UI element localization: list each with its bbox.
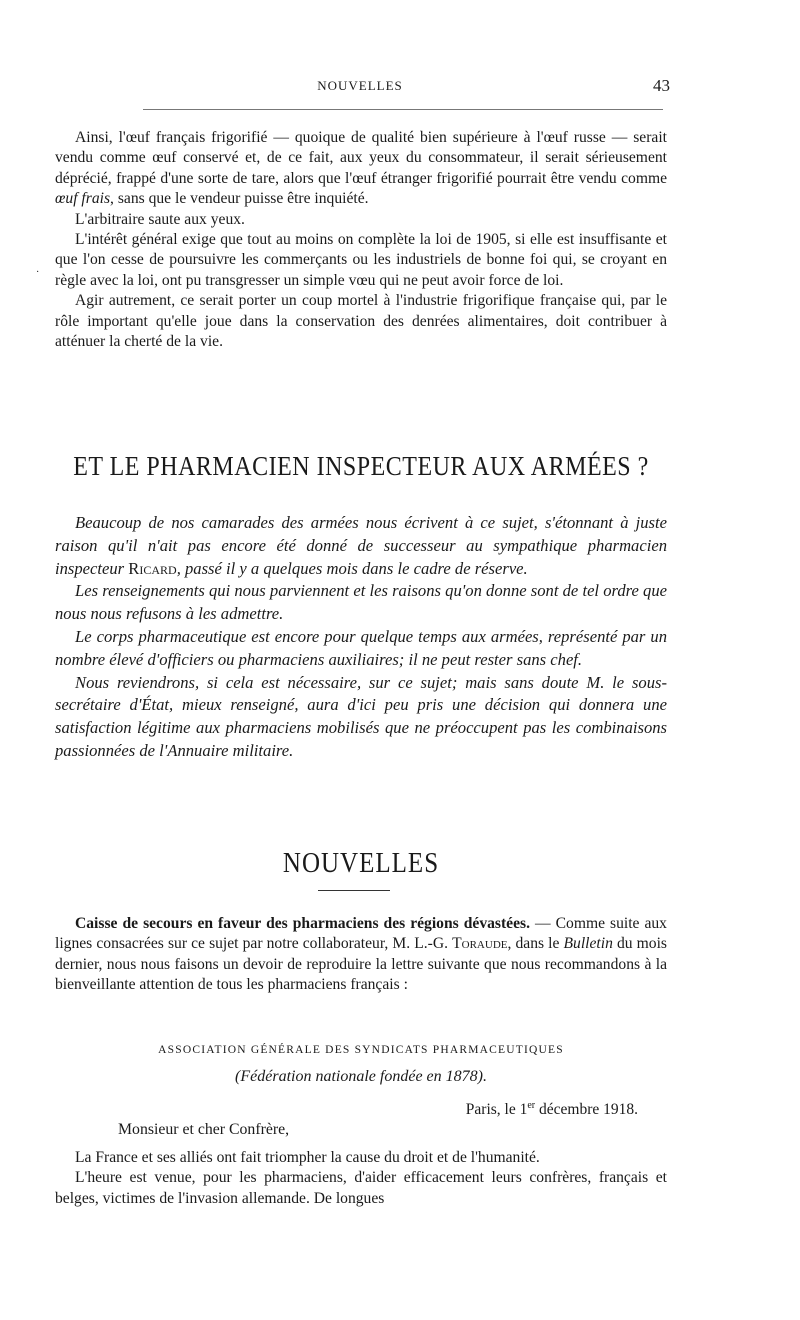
news-item-name: Toraude bbox=[452, 935, 508, 953]
news-item-emphasis: Bulletin bbox=[563, 935, 613, 953]
intro-paragraph-2: L'arbitraire saute aux yeux. bbox=[75, 210, 245, 228]
article-title: ET LE PHARMACIEN INSPECTEUR AUX ARMÉES ? bbox=[73, 451, 649, 482]
intro-section bbox=[55, 128, 667, 352]
intro-paragraph-4: Agir autrement, ce serait porter un coup mortel à l'industrie frigorifique française qui, par le rôle important qu'elle joue dans la conservation des denrées alimentaires, doit contribuer à atténuer la cherté de la vie. bbox=[55, 292, 667, 351]
section-title: NOUVELLES bbox=[282, 847, 440, 879]
news-item bbox=[55, 914, 667, 996]
letter-paragraph-2: L'heure est venue, pour les pharmaciens, d'aider efficacement leurs confrères, français et belges, victimes de l'invasion allemande. De longues bbox=[55, 1169, 667, 1207]
letter-paragraph-1: La France et ses alliés ont fait triompher la cause du droit et de l'humanité. bbox=[75, 1149, 540, 1166]
margin-mark: · bbox=[36, 267, 40, 278]
news-item-text-a: — Comme suite aux lignes consacrées sur ce sujet par notre collaborateur, M. L.-G. bbox=[55, 915, 667, 953]
news-item-text-b: , dans le bbox=[507, 935, 564, 953]
news-item-text-c: du mois dernier, nous nous faisons un devoir de reproduire la lettre suivante que nous recommandons à la bienveillante attention de tous les pharmaciens français : bbox=[55, 935, 668, 994]
news-item-heading: Caisse de secours en faveur des pharmaciens des régions dévastées. bbox=[75, 915, 530, 932]
article-p1-text: Beaucoup de nos camarades des armées nous écrivent à ce sujet, s'étonnant à juste raison qu'il n'ait pas encore été donné de successeur au sympathique pharmacien inspecteur bbox=[55, 513, 667, 578]
article-p1-name: Ricard bbox=[128, 558, 177, 578]
running-title: NOUVELLES bbox=[317, 78, 403, 93]
federation-line: (Fédération nationale fondée en 1878). bbox=[235, 1068, 487, 1085]
intro-p1-emphasis: œuf frais bbox=[55, 190, 111, 208]
letter-date-sup: er bbox=[527, 1100, 536, 1111]
intro-p1-text: Ainsi, l'œuf français frigorifié — quoique de qualité bien supérieure à l'œuf russe — serait vendu comme œuf conservé et, de ce fait, aux yeux du consommateur, il serait sérieusement déprécié, frappé d'une sorte de tare, alors que l'œuf étranger frigorifié pourrait être vendu comme bbox=[55, 129, 667, 187]
letter-date-prefix: Paris, le 1 bbox=[465, 1101, 528, 1119]
news-item-paragraph bbox=[55, 914, 667, 996]
article-paragraph-3: Le corps pharmaceutique est encore pour quelque temps aux armées, représenté par un nombre élevé d'officiers ou pharmaciens auxiliaires; il ne peut rester sans chef. bbox=[55, 626, 667, 669]
letter-body bbox=[55, 1148, 667, 1209]
association-name: ASSOCIATION GÉNÉRALE DES SYNDICATS PHARMACEUTIQUES bbox=[158, 1044, 564, 1056]
article-body bbox=[55, 512, 667, 763]
article-paragraph-4: Nous reviendrons, si cela est nécessaire, sur ce sujet; mais sans doute M. le sous-secrétaire d'État, mieux renseigné, aura d'ici peu pris une décision qui donnera une satisfaction légitime aux pharmaciens mobilisés que ne préoccupent pas les combinaisons passionnées de l'Annuaire militaire. bbox=[55, 672, 667, 760]
intro-paragraph-1 bbox=[55, 128, 667, 210]
header-rule bbox=[143, 109, 663, 110]
letter-date bbox=[466, 1100, 638, 1119]
article-paragraph-1 bbox=[55, 512, 667, 580]
letter-date-suffix: décembre 1918. bbox=[535, 1101, 638, 1119]
article-p1-tail: , passé il y a quelques mois dans le cadre de réserve. bbox=[176, 558, 528, 578]
page-number: 43 bbox=[653, 76, 670, 95]
intro-p1-tail: , sans que le vendeur puisse être inquiété. bbox=[110, 190, 369, 208]
article-paragraph-2: Les renseignements qui nous parviennent et les raisons qu'on donne sont de tel ordre que nous nous refusons à les admettre. bbox=[55, 581, 667, 624]
intro-paragraph-3: L'intérêt général exige que tout au moins on complète la loi de 1905, si elle est insuffisante et que l'on cesse de poursuivre les commerçants ou les industriels de bonne foi qui, se croyant en règle avec la loi, ont pu transgresser un simple vœu qui ne peut avoir force de loi. bbox=[55, 231, 667, 289]
letter-salutation: Monsieur et cher Confrère, bbox=[118, 1121, 290, 1138]
section-rule bbox=[318, 890, 390, 891]
